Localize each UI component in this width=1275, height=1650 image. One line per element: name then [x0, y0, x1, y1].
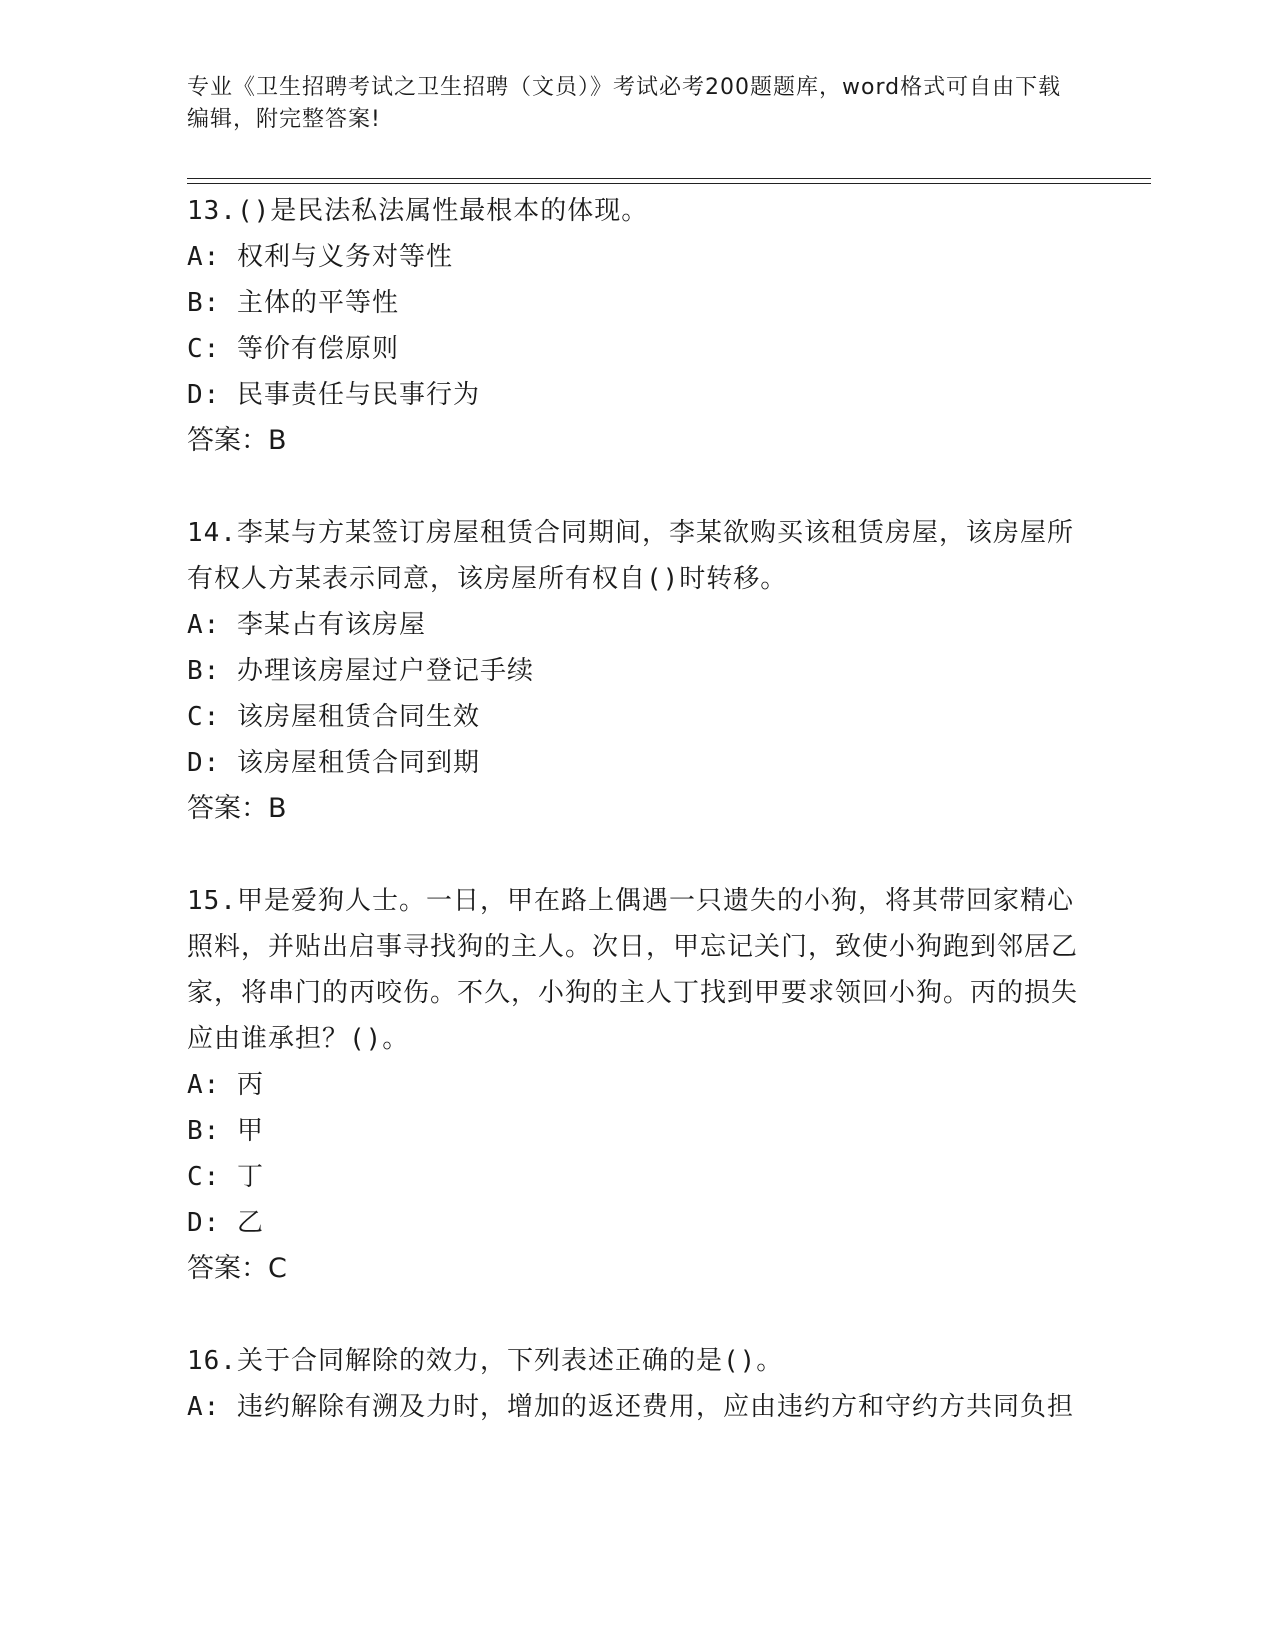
option-a: A: 丙	[187, 1070, 264, 1100]
answer: 答案：B	[187, 793, 287, 824]
option-b: B: 主体的平等性	[187, 288, 399, 318]
question-15	[187, 878, 1087, 1292]
header-rule-bottom	[187, 183, 1151, 184]
question-16	[187, 1338, 1087, 1430]
option-a: A: 李某占有该房屋	[187, 610, 426, 640]
question-text: 14.李某与方某签订房屋租赁合同期间，李某欲购买该租赁房屋，该房屋所有权人方某表示同意，该房屋所有权自()时转移。	[187, 518, 1074, 594]
answer: 答案：B	[187, 425, 287, 456]
question-14	[187, 510, 1087, 832]
question-13	[187, 188, 1087, 464]
question-text: 15.甲是爱狗人士。一日，甲在路上偶遇一只遗失的小狗，将其带回家精心照料，并贴出启事寻找狗的主人。次日，甲忘记关门，致使小狗跑到邻居乙家，将串门的丙咬伤。不久，小狗的主人丁找到甲要求领回小狗。丙的损失应由谁承担？()。	[187, 886, 1079, 1054]
option-c: C: 该房屋租赁合同生效	[187, 702, 480, 732]
question-text: 16.关于合同解除的效力，下列表述正确的是()。	[187, 1346, 784, 1376]
option-d: D: 该房屋租赁合同到期	[187, 748, 480, 778]
document-header: 专业《卫生招聘考试之卫生招聘（文员）》考试必考200题题库，word格式可自由下载编辑，附完整答案!	[187, 75, 1062, 132]
question-list	[187, 188, 1087, 1476]
header-rule-top	[187, 178, 1151, 179]
option-c: C: 丁	[187, 1162, 264, 1192]
option-a: A: 违约解除有溯及力时，增加的返还费用，应由违约方和守约方共同负担	[187, 1392, 1074, 1422]
question-text: 13.()是民法私法属性最根本的体现。	[187, 196, 649, 226]
option-c: C: 等价有偿原则	[187, 334, 399, 364]
answer: 答案：C	[187, 1253, 287, 1284]
option-b: B: 甲	[187, 1116, 264, 1146]
option-d: D: 乙	[187, 1208, 264, 1238]
option-a: A: 权利与义务对等性	[187, 242, 453, 272]
option-b: B: 办理该房屋过户登记手续	[187, 656, 534, 686]
option-d: D: 民事责任与民事行为	[187, 380, 480, 410]
